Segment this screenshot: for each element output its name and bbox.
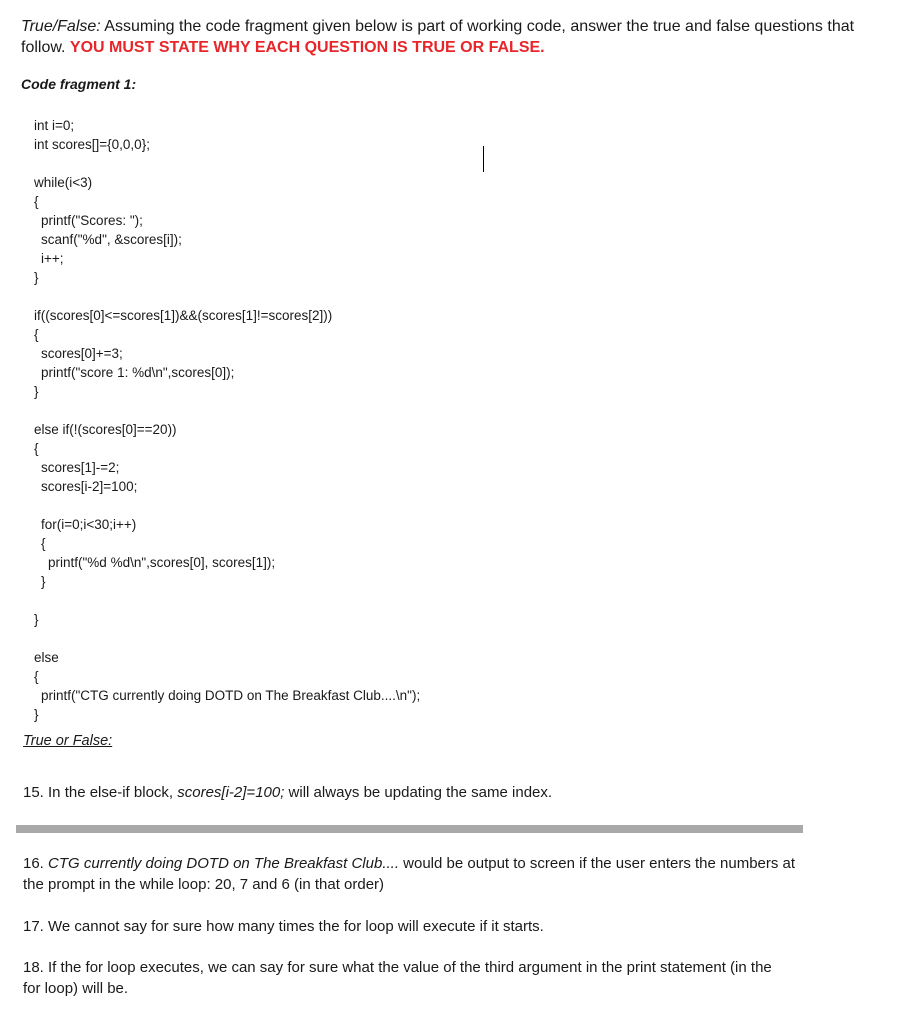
question-17: 17. We cannot say for sure how many times the for loop will execute if it starts.	[23, 918, 544, 935]
instructions	[21, 16, 881, 58]
code-line: int scores[]={0,0,0};	[34, 137, 150, 152]
code-line: int i=0;	[34, 118, 75, 133]
q15-suffix: will always be updating the same index.	[284, 784, 553, 801]
intro-emphasis: YOU MUST STATE WHY EACH QUESTION IS TRUE OR FALSE.	[69, 39, 545, 56]
code-line: printf("%d %d\n",scores[0], scores[1]);	[48, 555, 276, 570]
q16-suffix: would be output to screen if the user enters the numbers at the prompt in the while loop: 20, 7 and 6 (in that order)	[23, 855, 796, 893]
code-line: for(i=0;i<30;i++)	[41, 517, 137, 532]
code-line: }	[34, 270, 39, 285]
code-line: }	[34, 384, 39, 399]
question-15	[23, 782, 552, 803]
code-line: }	[34, 612, 39, 627]
text-cursor	[483, 146, 484, 172]
code-fragment-title: Code fragment 1:	[21, 76, 137, 92]
code-line: scores[1]-=2;	[41, 460, 120, 475]
question-16	[23, 853, 813, 895]
code-line: else	[34, 650, 59, 665]
intro-lead: True/False:	[21, 18, 101, 35]
code-line: {	[34, 441, 39, 456]
code-line: {	[34, 669, 39, 684]
intro-text: Assuming the code fragment given below is part of working code, answer the true and false questions that follow.	[21, 18, 855, 56]
code-line: scanf("%d", &scores[i]);	[41, 232, 182, 247]
q15-prefix: 15. In the else-if block,	[23, 784, 178, 801]
code-line: i++;	[41, 251, 64, 266]
code-line: if((scores[0]<=scores[1])&&(scores[1]!=scores[2]))	[34, 308, 333, 323]
code-line: {	[41, 536, 46, 551]
section-divider	[16, 825, 803, 833]
code-line: }	[41, 574, 46, 589]
true-false-heading: True or False:	[23, 733, 113, 749]
code-line: scores[i-2]=100;	[41, 479, 138, 494]
code-line: {	[34, 194, 39, 209]
code-line: printf("Scores: ");	[41, 213, 143, 228]
code-line: scores[0]+=3;	[41, 346, 123, 361]
code-line: else if(!(scores[0]==20))	[34, 422, 177, 437]
q15-code: scores[i-2]=100;	[177, 784, 285, 801]
code-line: while(i<3)	[34, 175, 93, 190]
code-line: printf("score 1: %d\n",scores[0]);	[41, 365, 235, 380]
code-line: }	[34, 707, 39, 722]
code-line: printf("CTG currently doing DOTD on The Breakfast Club....\n");	[41, 688, 421, 703]
question-18: 18. If the for loop executes, we can say for sure what the value of the third argument in the print statement (in the for loop) will be.	[23, 959, 772, 997]
q16-prefix: 16.	[23, 855, 49, 872]
code-line: {	[34, 327, 39, 342]
q16-output: CTG currently doing DOTD on The Breakfast Club....	[48, 855, 399, 872]
